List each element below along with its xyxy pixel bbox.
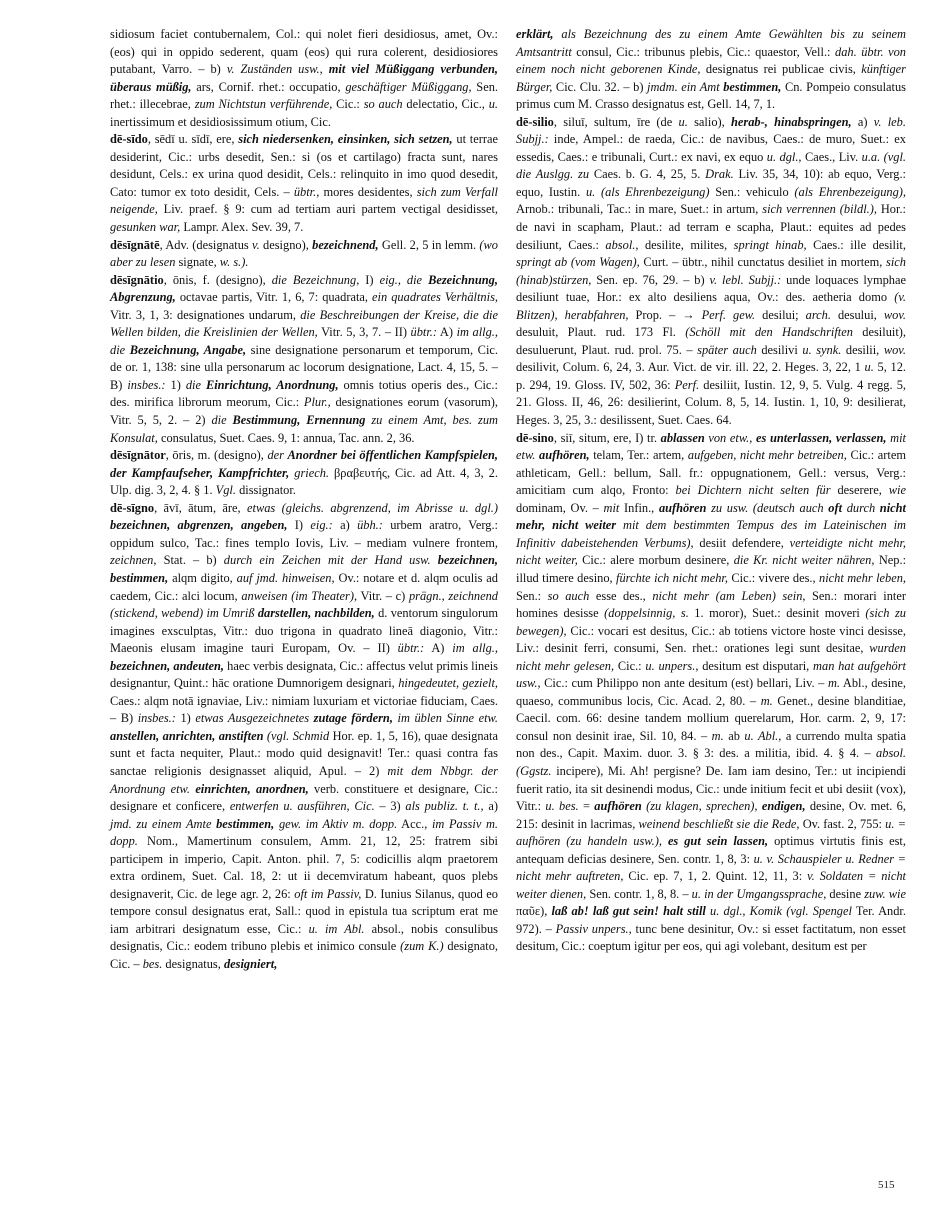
page-number: 515 — [878, 1179, 895, 1191]
entry-designatio: dēsīgnātio, ōnis, f. (designo), die Bezeichnung, I) eig., die Bezeichnung, Abgrenzung, octavae partis, Vitr. 1, 6, 7: quadrata, ein quadrates Verhältnis, Vitr. 3, 1, 3: designationes undarum, die Beschreibungen der Kreise, die die Wellen bilden, die Kreislinien der Wellen, Vitr. 5, 3, 7. – II) übtr.: A) im allg., die Bezeichnung, Angabe, sine designatione personarum et temporum, Cic. de or. 1, 138: sine ulla personarum ac locorum designatione, Lact. 4, 15, 5. – B) insbes.: 1) die Einrichtung, Anordnung, omnis totius operis des., Cic.: des. mirifica librorum meorum, Cic.: Plur., designationes eorum (vasorum), Vitr. 5, 5, 2. – 2) die Bestimmung, Ernennung zu einem Amt, bes. zum Konsulat, consulatus, Suet. Caes. 9, 1: annua, Tac. ann. 2, 36. — [110, 272, 498, 445]
entry-desidiosus-continued: sidiosum faciet contubernalem, Col.: qui nolet fieri desidiosus, amet, Ov.: (eos) qui in oppido sederent, quam (eos) qui rura colerent, desidiosiores putabant, Varro. – b) v. Zuständen usw., mit viel Müßiggang verbunden, überaus müßig, ars, Cornif. rhet.: occupatio, geschäftiger Müßiggang, Sen. rhet.: illecebrae, zum Nichtstun verführende, Cic.: so auch delectatio, Cic., u. inertissimum et desidiosissimum otium, Cic. — [110, 27, 499, 129]
entry-designo: dē-sīgno, āvī, ātum, āre, etwas (gleichs. abgrenzend, im Abrisse u. dgl.) bezeichnen, abgrenzen, angeben, I) eig.: a) übh.: urbem aratro, Verg.: oppidum sulco, Tac.: fines templo Iovis, Liv. – mediam vulnere frontem, zeichnen, Stat. – b) durch ein Zeichen mit der Hand usw. bezeichnen, bestimmen, alqm digito, auf jmd. hinweisen, Ov.: notare et d. alqm oculis ad caedem, Cic.: alci locum, anweisen (im Theater), Vitr. – c) prägn., zeichnend (stickend, webend) im Umriß darstellen, nachbilden, d. ventorum singulorum imagines exsculptas, Vitr.: duo trigona in quadrato lineā diagonio, Vitr.: Maeonis elusam imagine tauri Europam, Ov. – II) übtr.: A) im allg., bezeichnen, andeuten, haec verbis designata, Cic.: affectus velut primis lineis designantur, Quint.: hāc oratione Dumnorigem designari, hingedeutet, gezielt, Caes.: alqm notā ignaviae, Liv.: nimiam luxuriam et victoriae fiduciam, Caes. – B) insbes.: 1) etwas Ausgezeichnetes zutage fördern, im üblen Sinne etw. anstellen, anrichten, anstiften (vgl. Schmid Hor. ep. 1, 5, 16), quae designata sunt et facta nequiter, Plaut.: modo quid designavit! Ter.: quasi contra fas sanctae religionis designasset aliquid, Apul. – 2) mit dem Nbbgr. der Anordnung etw. einrichten, anordnen, verb. constituere et designare, Cic.: designare et conficere, entwerfen u. ausführen, Cic. – 3) als publiz. t. t., a) jmd. zu einem Amte bestimmen, gew. im Aktiv m. dopp. Acc., im Passiv m. dopp. Nom., Mamertinum consulem, Amm. 21, 12, 25: fratrem sibi participem in imperio, Capit. Anton. phil. 7, 5: codicillis alqm praetorem extra ordinem, Suet. Cal. 18, 2: ut ii decemviratum habeant, quos plebs designaverit, Cic. de lege agr. 2, 26: oft im Passiv, D. Iunius Silanus, quod eo tempore consul designatus erat, Sall.: quod in epistula tua scriptum erat me iam arbitrari designatum esse, Cic.: u. im Abl. absol., nobis consulibus designatis, Cic.: eodem tribuno plebis et inimico consule (zum K.) designato, Cic. – bes. designatus, designiert, — [110, 500, 499, 971]
entry-desilio: dē-silio, siluī, sultum, īre (de u. salio), herab-, hinabspringen, a) v. leb. Subjj.: inde, Ampel.: de raeda, Cic.: de navibus, Caes.: de muro, Suet.: ex essedis, Caes.: e tribunali, Curt.: ex navi, ex equo u. dgl., Caes., Liv. u.a. (vgl. die Auslgg. zu Caes. b. G. 4, 25, 5. Drak. Liv. 35, 34, 10): ab equo, Verg.: equo, Iustin. u. (als Ehrenbezeigung) Sen.: vehiculo (als Ehrenbezeigung), Arnob.: tribunali, Tac.: in mare, Suet.: in artum, sich verrennen (bildl.), Hor.: de navi in scapham, Plaut.: ad terram e scapha, Plaut.: equites ad pedes desiliunt, Caes.: absol., desilite, milites, springt hinab, Caes.: ille desilit, springt ab (vom Wagen), Curt. – übtr., nihil cunctatus desiliet in mortem, sich (hinab)stürzen, Sen. ep. 76, 29. – b) v. lebl. Subjj.: unde loquaces lymphae desiliunt tuae, Hor.: ex alto desiliens aqua, Ov.: des. aetheria domo (v. Blitzen), herabfahren, Prop. – → Perf. gew. desilui; arch. desului, wov. desuluit, Plaut. rud. 173 Fl. (Schöll mit den Handschriften desiluit), desuluerunt, Plaut. rud. prol. 75. – später auch desilivi u. synk. desilii, wov. desilivit, Colum. 6, 24, 3. Aur. Vict. de vir. ill. 22, 2. Heges. 3, 22, 1 u. 5, 12. p. 294, 19. Gloss. IV, 502, 36: Perf. desiliit, Iustin. 12, 9, 5. Vulg. 4 regg. 5, 21. Gloss. II, 46, 26: desilierint, Colum. 8, 5, 14. Iustin. 1, 10, 9: desilierat, Heges. 3, 25, 3.: desilissent, Suet. Caes. 64. — [516, 114, 907, 428]
entry-desido: dē-sīdo, sēdī u. sīdī, ere, sich niedersenken, einsinken, sich setzen, ut terrae desiderint, Cic.: urbs desedit, Sen.: si (os et cartilago) fracta sunt, nares desidunt, Cels.: ex urina quod desidit, Cels.: relinquito in imo quod desedit, Cato: tumor ex toto desidit, Cels. – übtr., mores desidentes, sich zum Verfall neigende, Liv. praef. § 9: cum ad tertiam auri partem vectigal desidisset, gesunken war, Lampr. Alex. Sev. 39, 7. — [110, 132, 498, 235]
entry-desino: dē-sino, siī, situm, ere, I) tr. ablassen von etw., es unterlassen, verlassen, mit etw. aufhören, telam, Ter.: artem, aufgeben, nicht mehr betreiben, Cic.: artem athleticam, Gell.: bellum, Sall. fr.: oppugnationem, Gell.: versus, Verg.: amicitiam cum alqo, Fronto: bei Dichtern nicht selten für deserere, wie dominam, Ov. – mit Infin., aufhören zu usw. (deutsch auch oft durch nicht mehr, nicht weiter mit dem bestimmten Tempus des im Lateinischen im Infinitiv dabeistehenden Verbums), desiit defendere, verteidigte nicht mehr, nicht weiter, Cic.: alere morbum desinere, die Kr. nicht weiter nähren, Nep.: illud timere desino, fürchte ich nicht mehr, Cic.: vivere des., nicht mehr leben, Sen.: so auch esse des., nicht mehr (am Leben) sein, Sen.: morari inter homines desisse (doppelsinnig, s. 1. moror), Suet.: desinit moveri (sich zu bewegen), Cic.: vocari est desitus, Cic.: ab totiens victore hoste vinci desisse, Liv.: desinit ferri, consumi, Sen. rhet.: orationes legi sunt desitae, wurden nicht mehr gelesen, Cic.: u. unpers., desitum est disputari, man hat aufgehört usw., Cic.: cum Philippo non ante desitum (est) bellari, Liv. – m. Abl., desine, quaeso, communibus locis, Cic. Acad. 2, 80. – m. Genet., desine blanditiae, Caecil. com. 66: desine tandem mollium querelarum, Hor. carm. 2, 9, 17: consul non desinit irae, Sil. 10, 84. – m. ab u. Abl., a currendo multa spatia non des., Capit. Maxim. duor. 3. § 3: des. a militia, ibid. 4. § 4. – absol. (Ggstz. incipere), Mi. Ah! pergisne? De. Iam iam desino, Ter.: ut incipiendi fuerit ratio, ita sit desinendi modus, Cic.: unde initium fecit et ubi desiit (vox), Vitr.: u. bes. = aufhören (zu klagen, sprechen), endigen, desine, Ov. met. 6, 215: desinit in lacrimas, weinend beschließt sie die Rede, Ov. fast. 2, 755: u. = aufhören (zu handeln usw.), es gut sein lassen, optimus virtutis finis est, antequam deficias desinere, Sen. contr. 1, 8, 3: u. v. Schauspieler u. Redner = nicht mehr auftreten, Cic. ep. 7, 1, 2. Quint. 12, 11, 3: v. Soldaten = nicht weiter dienen, Sen. contr. 1, 8, 8. – u. in der Umgangssprache, desine zuw. wie παῦε), laß ab! laß gut sein! halt still u. dgl., Komik (vgl. Spengel Ter. Andr. 972). – Passiv unpers., tunc bene desinitur, Ov.: si esset factitatum, non esset desitum, Cic.: coeptum igitur per eos, qui agi volebant, desitum est per — [516, 430, 907, 954]
right-column — [516, 26, 906, 956]
entry-designo-continued: erklärt, als Bezeichnung des zu einem Amte Gewählten bis zu seinem Amtsantritt consul, Cic.: tribunus plebis, Cic.: quaestor, Vell.: dah. übtr. von einem noch nicht geborenen Kinde, designatus rei publicae civis, künftiger Bürger, Cic. Clu. 32. – b) jmdm. ein Amt bestimmen, Cn. Pompeio consulatus primus cum M. Crasso designatus est, Gell. 14, 7, 1. — [516, 27, 906, 112]
entry-designate: dēsīgnātē, Adv. (designatus v. designo), bezeichnend, Gell. 2, 5 in lemm. (wo aber zu lesen signate, w. s.). — [110, 237, 498, 270]
entry-designator: dēsīgnātor, ōris, m. (designo), der Anordner bei öffentlichen Kampfspielen, der Kampfaufseher, Kampfrichter, griech. βραβευτής, Cic. ad Att. 4, 3, 2. Ulp. dig. 3, 2, 4. § 1. Vgl. dissignator. — [110, 448, 498, 498]
left-column — [110, 26, 498, 974]
